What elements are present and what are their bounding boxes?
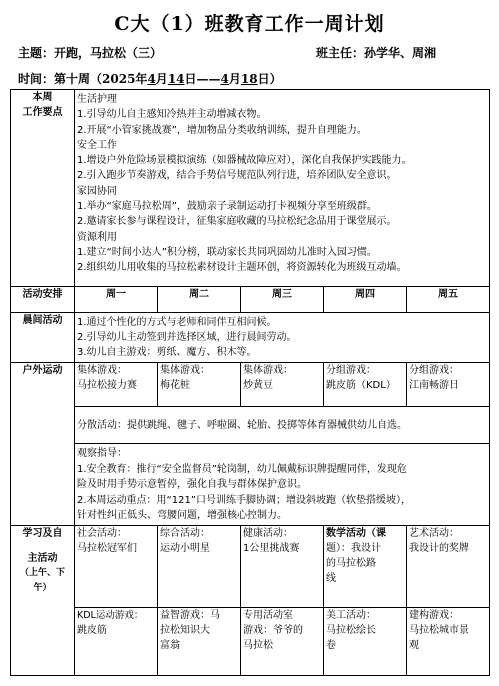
game-name: 马拉松接力赛	[77, 380, 137, 391]
learning-wed-1	[241, 526, 324, 608]
focus-line: 2.组织幼儿用收集的马拉松素材设计主题环创，将资源转化为班级互动墙。	[77, 262, 407, 274]
page-title: C大（1）班教育工作一周计划	[114, 13, 385, 35]
outdoor-label: 户外运动	[11, 363, 75, 526]
teachers-value: 孙学华、周湘	[364, 46, 437, 60]
activity-name: 跳皮筋	[77, 625, 107, 636]
focus-content	[75, 90, 490, 287]
guidance-line: 2.本周运动重点：用“121”口号训练手脚协调；增设斜坡跑（软垫搭缓坡），	[77, 494, 411, 506]
morning-line: 3.幼儿自主游戏：剪纸、魔方、积木等。	[77, 347, 257, 358]
learning-label-line-2: 主活动	[27, 553, 58, 564]
game-type: 集体游戏：	[77, 365, 127, 376]
end-month: 4	[220, 72, 229, 86]
game-name: 炒黄豆	[243, 380, 273, 391]
month-char-end: 月	[228, 72, 241, 86]
activity-name: 的马拉松路	[326, 558, 376, 569]
activity-name: 游戏：爷爷的	[243, 625, 303, 636]
focus-label	[11, 90, 75, 287]
activity-type: 综合活动：	[160, 528, 210, 539]
focus-line: 2.开展“小管家挑战赛”，增加物品分类收纳训练，提升自理能力。	[77, 124, 367, 136]
learning-mon-1	[75, 526, 158, 608]
learning-label	[11, 526, 75, 676]
focus-line: 2.邀请家长参与课程设计，征集家庭收藏的马拉松纪念品用于课堂展示。	[77, 216, 397, 228]
activity-name: 题）：我设计	[326, 543, 381, 554]
activity-type: 美工活动：	[326, 610, 376, 621]
morning-content	[75, 313, 490, 363]
activity-type: 建构游戏：	[409, 610, 459, 621]
morning-line: 1.通过个性化的方式与老师和同伴互相问候。	[77, 317, 277, 328]
activity-name: 马拉松	[243, 640, 273, 651]
activity-type: 专用活动室	[243, 610, 293, 621]
focus-line: 2.引入跑步节奏游戏，结合手势信号规范队列行进，培养团队安全意识。	[77, 170, 397, 182]
activity-type: 益智游戏：马	[160, 610, 220, 621]
activity-type: 艺术活动：	[409, 528, 459, 539]
outdoor-game-wed	[241, 363, 324, 407]
guidance-line: 险及时用手势示意暂停，强化自我与群体保护意识。	[77, 479, 307, 490]
guidance-line: 针对性纠正低头、弯腰问题，增强核心控制力。	[77, 510, 287, 521]
guidance-line: 观察指导：	[77, 448, 127, 459]
learning-label-line-4: 午）	[33, 583, 52, 593]
outdoor-game-tue	[158, 363, 241, 407]
game-type: 分组游戏：	[326, 365, 376, 376]
activity-name: 线	[326, 573, 336, 584]
focus-line: 资源利用	[77, 231, 117, 243]
learning-label-line-3: （上午、下	[19, 568, 65, 578]
week-value: 第十周	[54, 72, 91, 86]
day-char-end: 日）	[257, 72, 282, 86]
outdoor-group-activity	[75, 407, 490, 444]
activity-name: 运动小明星	[160, 543, 210, 554]
day-header-wed: 周三	[241, 287, 324, 313]
activity-name: 观	[409, 640, 419, 651]
teachers-label: 班主任：	[316, 46, 365, 60]
activity-name: 马拉松绘长	[326, 625, 376, 636]
activity-name: 卷	[326, 640, 336, 651]
focus-label-line-2: 工作要点	[22, 107, 63, 118]
game-type: 集体游戏：	[243, 365, 293, 376]
learning-fri-1	[407, 526, 490, 608]
outdoor-game-mon	[75, 363, 158, 407]
focus-label-line-1: 本周	[32, 92, 53, 103]
end-day: 18	[240, 72, 258, 86]
game-type: 分组游戏：	[409, 365, 459, 376]
focus-line: 1.建立“时间小达人”积分榜，联动家长共同巩固幼儿准时入园习惯。	[77, 246, 377, 258]
outdoor-game-fri	[407, 363, 490, 407]
teachers-line	[316, 44, 436, 61]
game-name: 跳皮筋（KDL）	[326, 380, 396, 391]
focus-line: 家园协同	[77, 185, 117, 197]
theme-line	[18, 44, 162, 61]
morning-line: 2.引导幼儿主动签到并选择区域，进行晨间劳动。	[77, 332, 297, 343]
day-header-thu: 周四	[324, 287, 407, 313]
activity-type: 健康活动：	[243, 528, 293, 539]
activity-name: 拉松知识大	[160, 625, 210, 636]
day-char-start: 日	[184, 72, 197, 86]
game-name: 梅花桩	[160, 380, 190, 391]
outdoor-guidance	[75, 444, 490, 526]
guidance-line: 1.安全教育：推行“安全监督员”轮岗制，幼儿佩戴标识牌提醒同伴，发现危	[77, 463, 407, 475]
learning-fri-2	[407, 608, 490, 676]
focus-line: 1.增设户外危险场景模拟演练（如器械故障应对），深化自我保护实践能力。	[77, 155, 412, 167]
focus-line: 1.引导幼儿自主感知冷热并主动增减衣物。	[77, 109, 267, 121]
start-day: 14	[167, 72, 185, 86]
learning-thu-2	[324, 608, 407, 676]
game-type: 集体游戏：	[160, 365, 210, 376]
morning-row	[11, 313, 490, 363]
learning-tue-1	[158, 526, 241, 608]
activity-type: 社会活动：	[77, 528, 127, 539]
outdoor-group-row	[11, 407, 490, 444]
activity-name: 富翁	[160, 640, 180, 651]
activity-name: 马拉松城市景	[409, 625, 469, 636]
schedule-row	[11, 287, 490, 313]
activity-type: 数学活动（课	[326, 528, 386, 539]
start-month: 4	[147, 72, 156, 86]
outdoor-guidance-row	[11, 444, 490, 526]
plan-table	[10, 89, 490, 676]
learning-mon-2	[75, 608, 158, 676]
focus-row	[11, 90, 490, 287]
day-header-mon: 周一	[75, 287, 158, 313]
game-name: 江南畅游日	[409, 380, 459, 391]
group-activity-text: 分散活动：提供跳绳、毽子、呼啦圈、轮胎、投掷等体育器械供幼儿自选。	[77, 419, 407, 431]
outdoor-game-thu	[324, 363, 407, 407]
activity-name: 马拉松冠军们	[77, 543, 137, 554]
learning-wed-2	[241, 608, 324, 676]
year-text: （2025年	[90, 72, 148, 86]
learning-tue-2	[158, 608, 241, 676]
morning-label: 晨间活动	[11, 313, 75, 363]
focus-line: 生活护理	[77, 94, 117, 105]
theme-label: 主题：	[18, 46, 55, 60]
date-dash: ——	[196, 72, 221, 86]
focus-line: 1.举办“家庭马拉松周”，鼓励亲子录制运动打卡视频分享至班级群。	[77, 201, 377, 213]
learning-thu-1	[324, 526, 407, 608]
time-line	[18, 70, 282, 87]
time-label: 时间：	[18, 72, 55, 86]
learning-row-2	[11, 608, 490, 676]
learning-row-1	[11, 526, 490, 608]
theme-value: 开跑，马拉松（三）	[54, 46, 163, 60]
month-char-start: 月	[155, 72, 168, 86]
day-header-fri: 周五	[407, 287, 490, 313]
focus-line: 安全工作	[77, 139, 117, 151]
learning-label-line-1: 学习及自	[22, 528, 63, 539]
schedule-label: 活动安排	[11, 287, 75, 313]
day-header-tue: 周二	[158, 287, 241, 313]
activity-type: KDL运动游戏：	[77, 610, 144, 621]
activity-name: 我设计的奖牌	[409, 543, 469, 554]
outdoor-games-row	[11, 363, 490, 407]
activity-name: 1公里挑战赛	[243, 543, 300, 554]
